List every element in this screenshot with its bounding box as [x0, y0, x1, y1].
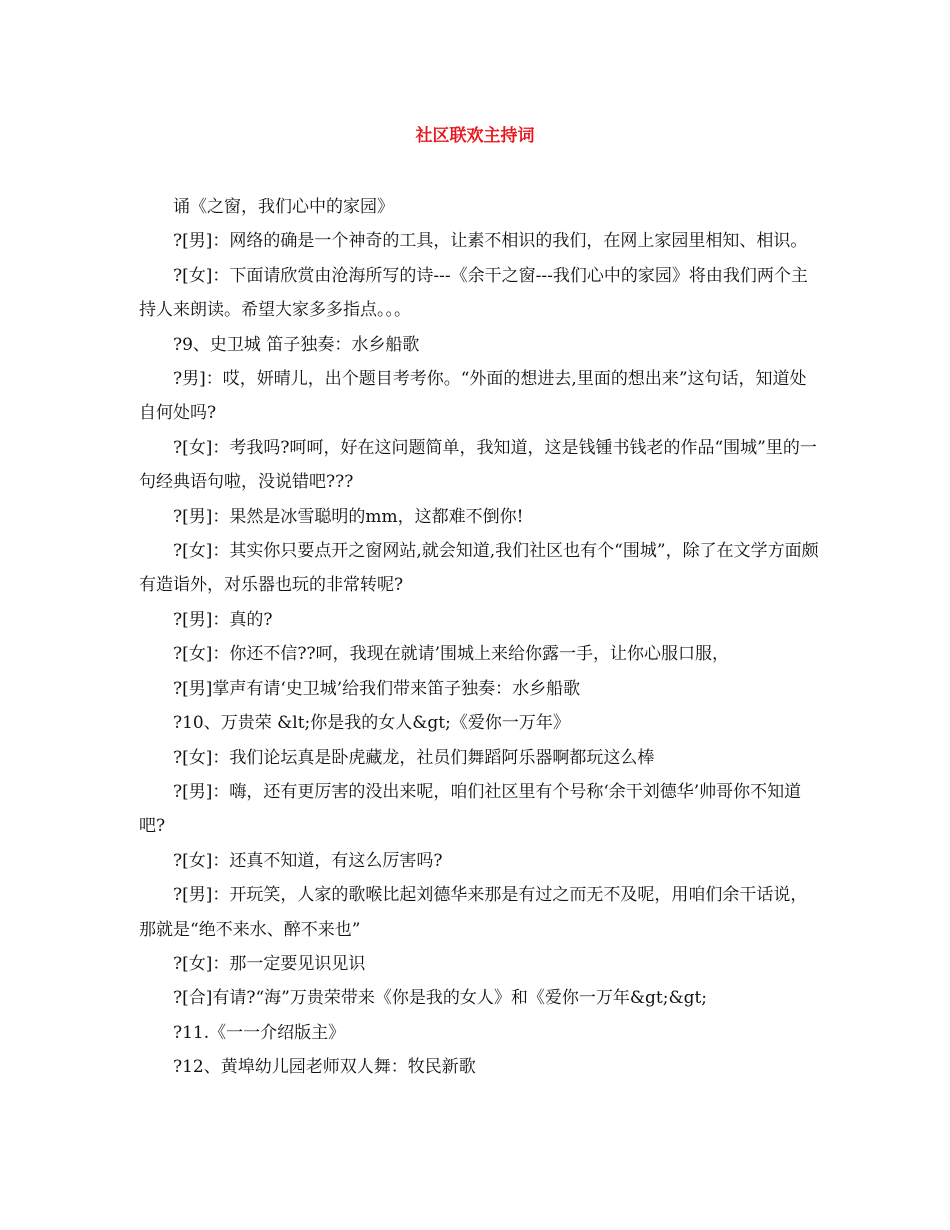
paragraph: ?10、万贵荣 &lt;你是我的女人&gt;《爱你一万年》 — [173, 713, 570, 734]
paragraph: ?9、史卫城 笛子独奏：水乡船歌 — [173, 334, 420, 355]
paragraph: ?11.《一一介绍版主》 — [173, 1022, 346, 1043]
document-title: 社区联欢主持词 — [415, 126, 535, 146]
paragraph: ?[男]：开玩笑，人家的歌喉比起刘德华来那是有过之而无不及呢，用咱们余干话说，那就是“绝不来水、醉不来也” — [139, 885, 808, 940]
paragraph: ?[女]：那一定要见识见识 — [173, 953, 366, 974]
paragraph: 诵《之窗，我们心中的家园》 — [173, 197, 394, 217]
paragraph: ?[女]：你还不信??呵，我现在就请’围城上来给你露一手，让你心服口服， — [173, 644, 730, 665]
paragraph: ?[女]：其实你只要点开之窗网站,就会知道,我们社区也有个“围城”，除了在文学方面颇有造诣外，对乐器也玩的非常转呢? — [139, 541, 819, 596]
paragraph: ?[男]：嗨，还有更厉害的没出来呢，咱们社区里有个号称‘余干刘德华’帅哥你不知道吧? — [139, 781, 802, 837]
paragraph: ?[合]有请?“海”万贵荣带来《你是我的女人》和《爱你一万年&gt;&gt; — [173, 988, 708, 1009]
paragraph: ?12、黄埠幼儿园老师双人舞：牧民新歌 — [173, 1057, 476, 1078]
paragraph: ?男]：哎，妍晴儿，出个题目考考你。“外面的想进去,里面的想出来”这句话，知道处自何处吗? — [139, 369, 807, 424]
paragraph: ?[男]：网络的确是一个神奇的工具，让素不相识的我们，在网上家园里相知、相识。 — [173, 231, 808, 252]
paragraph: ?[女]：下面请欣赏由沧海所写的诗---《余干之窗---我们心中的家园》将由我们两个主持人来朗读。希望大家多多指点。。。 — [139, 265, 808, 321]
paragraph: ?[男]：真的? — [173, 609, 273, 630]
paragraph: ?[女]：我们论坛真是卧虎藏龙，社员们舞蹈阿乐器啊都玩这么棒 — [173, 747, 655, 768]
paragraph: ?[男]：果然是冰雪聪明的mm，这都难不倒你! — [173, 506, 524, 527]
paragraph: ?[女]：考我吗?呵呵，好在这问题简单，我知道，这是钱锺书钱老的作品“围城”里的一句经典语句啦，没说错吧??? — [139, 437, 817, 493]
paragraph: ?[男]掌声有请‘史卫城’给我们带来笛子独奏：水乡船歌 — [173, 678, 581, 699]
document-body — [139, 190, 819, 1085]
paragraph: ?[女]：还真不知道，有这么厉害吗? — [173, 850, 443, 871]
